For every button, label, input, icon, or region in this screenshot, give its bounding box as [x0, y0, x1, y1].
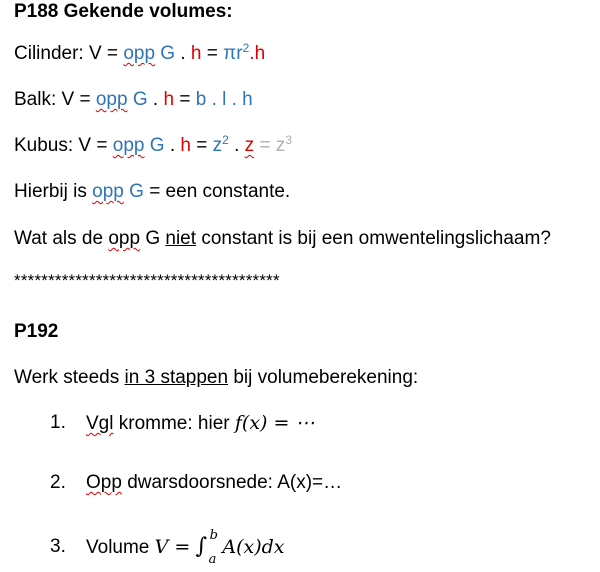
balk-label: Balk: V = — [14, 89, 91, 110]
kubus-dot2: . — [234, 135, 240, 156]
intro-pre: Werk steeds — [14, 367, 120, 388]
cilinder-tail: .h — [249, 43, 266, 64]
balk-opp: opp — [95, 89, 128, 110]
balk-h: h — [163, 89, 175, 110]
intro-underlined: in 3 stappen — [124, 367, 229, 388]
cilinder-formula — [14, 42, 265, 66]
constant-g: G — [129, 181, 144, 202]
question-post: constant is bij een omwentelingslichaam? — [201, 228, 551, 249]
step1-vgl: Vgl — [86, 413, 114, 434]
balk-g: G — [132, 89, 148, 110]
integral-lower-bound: a — [208, 552, 217, 567]
separator: *************************************** — [14, 271, 280, 290]
kubus-exp3: 3 — [285, 133, 292, 147]
step3-v: V = — [154, 536, 191, 558]
question-pre: Wat als de — [14, 228, 104, 249]
balk-rhs: b . l . h — [195, 89, 253, 110]
step-text — [86, 471, 342, 495]
kubus-eq: = — [196, 135, 208, 156]
question-niet: niet — [165, 228, 197, 249]
intro-line — [14, 366, 418, 390]
integral-upper-bound: b — [209, 528, 218, 543]
constant-opp: opp — [92, 181, 124, 202]
kubus-opp: opp — [112, 135, 145, 156]
cilinder-pir: πr — [223, 43, 243, 64]
step-number: 2. — [50, 472, 66, 493]
step2-opp: Opp — [86, 472, 122, 493]
kubus-eq2: = z — [259, 135, 286, 156]
step-text — [86, 528, 285, 567]
constant-pre: Hierbij is — [14, 181, 87, 202]
kubus-g: G — [149, 135, 165, 156]
cilinder-h: h — [190, 43, 202, 64]
cilinder-opp: opp — [123, 43, 156, 64]
kubus-z2: z — [212, 135, 223, 156]
kubus-formula — [14, 134, 292, 158]
p188-title: P188 Gekende volumes: — [14, 1, 233, 22]
intro-post: bij volumeberekening: — [233, 367, 419, 388]
kubus-z: z — [244, 135, 255, 156]
kubus-h: h — [180, 135, 191, 156]
cilinder-label: Cilinder: V = — [14, 43, 119, 64]
step-number: 3. — [50, 536, 66, 557]
step2-label: dwarsdoorsnede: A(x)=… — [127, 472, 343, 493]
cilinder-dot: . — [180, 43, 186, 64]
cilinder-eq: = — [206, 43, 218, 64]
step3-label: Volume — [86, 537, 150, 558]
cilinder-exp: 2 — [242, 41, 250, 55]
cilinder-g: G — [160, 43, 176, 64]
question-opp: opp — [108, 228, 141, 249]
kubus-label: Kubus: V = — [14, 135, 108, 156]
step1-label: kromme: hier — [118, 413, 230, 434]
question-line — [14, 227, 551, 251]
constant-post: = een constante. — [149, 181, 291, 202]
step-number: 1. — [50, 412, 66, 433]
step1-math: f(x) = ⋯ — [234, 412, 315, 434]
integral-sign: ∫ b a — [196, 535, 207, 559]
constant-line — [14, 180, 290, 204]
balk-eq: = — [179, 89, 191, 110]
balk-formula — [14, 88, 253, 112]
balk-dot: . — [152, 89, 159, 110]
kubus-exp: 2 — [222, 133, 229, 147]
step3-integrand: A(x)dx — [222, 536, 285, 558]
step-text — [86, 411, 314, 436]
kubus-dot: . — [169, 135, 176, 156]
question-mid: G — [145, 228, 161, 249]
p192-title: P192 — [14, 321, 59, 342]
